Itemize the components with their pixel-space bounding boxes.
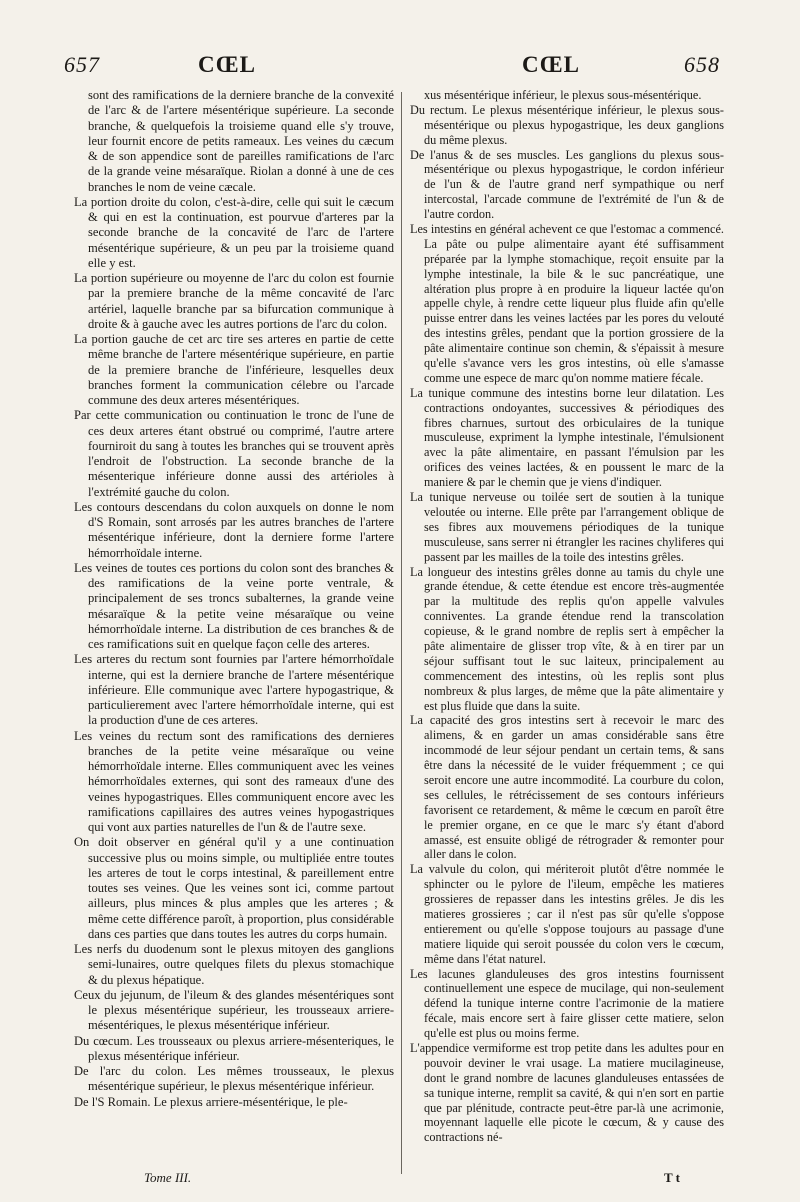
left-page-number: 657 [64,52,100,77]
paragraph: Les lacunes glanduleuses des gros intestins fournissent continuellement une espece de mucilage, qui non-seulement défend la tunique interne contre l'acrimonie de la matiere fécale, mais encore sert à faire glisser cette matiere, selon qu'elle est plus ou moins ferme. [410,966,724,1041]
right-page-number: 658 [684,52,720,77]
paragraph: La portion gauche de cet arc tire ses arteres en partie de cette même branche de l'artere mésentérique supérieure, en partie de la premiere branche de l'inférieure, lesquelles deux branches forment la communication célebre ou l'arcade commune des deux arteres mésentériques. [74,332,394,407]
paragraph: La valvule du colon, qui mériteroit plutôt d'être nommée le sphincter ou le pylore de l'ileum, empêche les matieres grossieres de repasser dans les intestins grêles. Je dis les matieres grossieres ; car il n'est pas sûr qu'elle s'oppose entierement ou qu'elle s'oppose toujours au passage d'une matiere liquide qui seroit poussée du colon vers le cœcum, même dans l'état naturel. [410,862,724,966]
right-text-column [410,88,724,1145]
right-running-title: CŒL [522,52,580,77]
paragraph: sont des ramifications de la derniere branche de la convexité de l'arc & de l'artere mésentérique supérieure. La seconde branche, & quelquefois la troisieme quand elle s'y trouve, leur fournit encore de petits rameaux. Les veines du cæcum & de son appendice sont de pareilles ramifications de l'arc de la grande veine mésaraïque. Riolan a donné à une de ces branches le nom de veine cæcale. [88,88,394,194]
paragraph: Par cette communication ou continuation le tronc de l'une de ces deux arteres étant obstrué ou comprimé, l'autre artere fourniroit du sang à toutes les branches qui se trouvent après l'endroit de l'obstruction. La seconde branche de la mésenterique inférieure donne aussi des artérioles à l'extrémité gauche du colon. [74,408,394,499]
left-running-title: CŒL [198,52,256,77]
paragraph: La capacité des gros intestins sert à recevoir le marc des alimens, & en garder un amas considérable sans être incommodé de leur séjour pendant un certain tems, & sans être dans la nécessité de le vuider fréquemment ; ce qui seroit encore une autre incommodité. La courbure du colon, ses cellules, le rétrécissement de ses contours inférieurs favorisent ce retardement, & même le cœcum en paroît être le premier organe, en ce que le marc s'y étant d'abord amassé, est ensuite obligé de rétrograder & remonter pour aller dans le colon. [410,713,724,862]
paragraph: Les arteres du rectum sont fournies par l'artere hémorrhoïdale interne, qui est la derniere branche de l'artere mésentérique inférieure. Elle communique avec l'artere hypogastrique, & particulierement avec l'artere hémorrhoïdale interne, qui est la production d'une de ces arteres. [74,652,394,728]
paragraph: Les veines de toutes ces portions du colon sont des branches & des ramifications de la veine porte ventrale, & principalement de ses troncs subalternes, la grande veine mésaraïque & la petite veine mésaraïque ou veine hémorrhoïdale interne. La distribution de ces branches & de ces ramifications suit en quelque façon celle des arteres. [74,560,394,651]
signature-mark: T t [664,1170,681,1185]
paragraph: L'appendice vermiforme est trop petite dans les adultes pour en pouvoir deviner le vrai usage. La matiere mucilagineuse, dont le grand nombre de lacunes glanduleuses entassées de sa tunique interne, remplit sa cavité, & qui n'en sort en partie que par plénitude, contracte peut-être par-là une acrimonie, moyennant laquelle elle picote le cœcum, & y cause des contractions né- [410,1041,724,1145]
paragraph: Du cœcum. Les trousseaux ou plexus arriere-mésenteriques, le plexus mésentérique inférieur. [74,1033,394,1063]
paragraph: Ceux du jejunum, de l'ileum & des glandes mésentériques sont le plexus mésentérique supérieur, les trousseaux arriere-mésentériques, le plexus mésentérique inférieur. [74,987,394,1033]
paragraph: La tunique commune des intestins borne leur dilatation. Les contractions ondoyantes, successives & périodiques des fibres charnues, surtout des orbiculaires de la tunique musculeuse, expriment la lymphe intestinale, l'émulsionent avec la pâte alimentaire, en passant l'émulsion par les orifices des veines lactées, & en poussent le marc de la maniere & par le chemin que je viens d'indiquer. [410,385,724,490]
paragraph: De l'S Romain. Le plexus arriere-mésentérique, le ple- [74,1094,348,1109]
paragraph: La tunique nerveuse ou toilée sert de soutien à la tunique veloutée ou interne. Elle prête par l'arrangement oblique de ses fibres aux mouvemens périodiques de la tunique musculeuse, sans serrer ni étrangler les racines chyliferes qui passent par les mailles de la toile des intestins grêles. [410,490,724,564]
paragraph: La portion supérieure ou moyenne de l'arc du colon est fournie par la premiere branche de la même concavité de l'arc artériel, laquelle branche par sa bifurcation communique à droite & à gauche avec les autres portions de l'arc du colon. [74,271,394,331]
paragraph: Les veines du rectum sont des ramifications des dernieres branches de la petite veine mésaraïque ou veine hémorrhoïdale interne. Elles communiquent avec les veines hémorrhoïdales externes, qui sont des rameaux d'une des veines hypogastriques. Elles communiquent encore avec les ramifications capillaires des autres veines hypogastriques qui vont aux parties naturelles de l'un & de l'autre sexe. [74,728,394,834]
paragraph: Du rectum. Le plexus mésentérique inférieur, le plexus sous-mésentérique ou plexus hypogastrique, les deux ganglions du même plexus. [410,102,724,147]
volume-label: Tome III. [144,1170,192,1185]
paragraph: La portion droite du colon, c'est-à-dire, celle qui suit le cæcum & qui en est la continuation, est pourvue d'arteres par la seconde branche de la concavité de l'arc de l'artere mésentérique supérieure, & un peu par la troisieme quand elle y est. [74,194,394,270]
paragraph: La longueur des intestins grêles donne au tamis du chyle une grande étendue, & cette étendue est encore très-augmentée par la multitude des replis qu'on appelle valvules conniventes. La grande étendue rend la transcolation copieuse, & le grand nombre de replis sert à empêcher la pâte alimentaire de glisser trop vîte, & à en tirer par un séjour suffisant tout le suc laiteux, principalement au commencement des intestins, où les replis sont plus nombreux & plus larges, de même que la pâte alimentaire y est plus fluide que dans la suite. [410,564,724,713]
paragraph: xus mésentérique inférieur, le plexus sous-mésentérique. [424,88,702,102]
paragraph: De l'anus & de ses muscles. Les ganglions du plexus sous-mésentérique ou plexus hypogastrique, le cordon inférieur de l'un & de l'autre grand nerf sympathique ou nerf intercostal, l'arcade commune de l'extrémité de l'un & de l'autre cordon. [410,147,724,222]
paragraph: On doit observer en général qu'il y a une continuation successive plus ou moins simple, ou multipliée entre toutes les arteres de tout le corps intestinal, & pareillement entre toutes ses veines. Que les veines sont ici, comme partout ailleurs, plus minces & plus amples que les arteres ; & même cette différence paroît, à proportion, plus considérable dans ces parties que dans toutes les autres du corps humain. [74,835,394,941]
left-text-column [74,88,394,1110]
column-divider [401,92,402,1174]
paragraph: De l'arc du colon. Les mêmes trousseaux, le plexus mésentérique supérieur, le plexus mésentérique inférieur. [74,1064,394,1094]
paragraph: Les intestins en général achevent ce que l'estomac a commencé. La pâte ou pulpe alimentaire ayant été suffisamment préparée par la lymphe stomachique, reçoit ensuite par la lymphe intestinale, la bile & le suc pancréatique, une altération plus propre à en produire la liqueur lactée qu'on appelle chyle, à rendre cette liqueur plus fluide afin qu'elle puisse entrer dans les veines lactées par les pores du velouté des intestins grêles, pendant que la portion grossiere de la pâte alimentaire continue son chemin, & s'épaissit à mesure qu'elle s'avance vers les gros intestins, où elle s'amasse comme une espece de marc qu'on nomme matiere fécale. [410,222,724,385]
paragraph: Les contours descendans du colon auxquels on donne le nom d'S Romain, sont arrosés par les autres branches de l'artere mésentérique inférieure, dont la derniere forme l'artere hémorrhoïdale interne. [74,499,394,560]
paragraph: Les nerfs du duodenum sont le plexus mitoyen des ganglions semi-lunaires, outre quelques filets du plexus stomachique & du plexus hépatique. [74,942,394,987]
